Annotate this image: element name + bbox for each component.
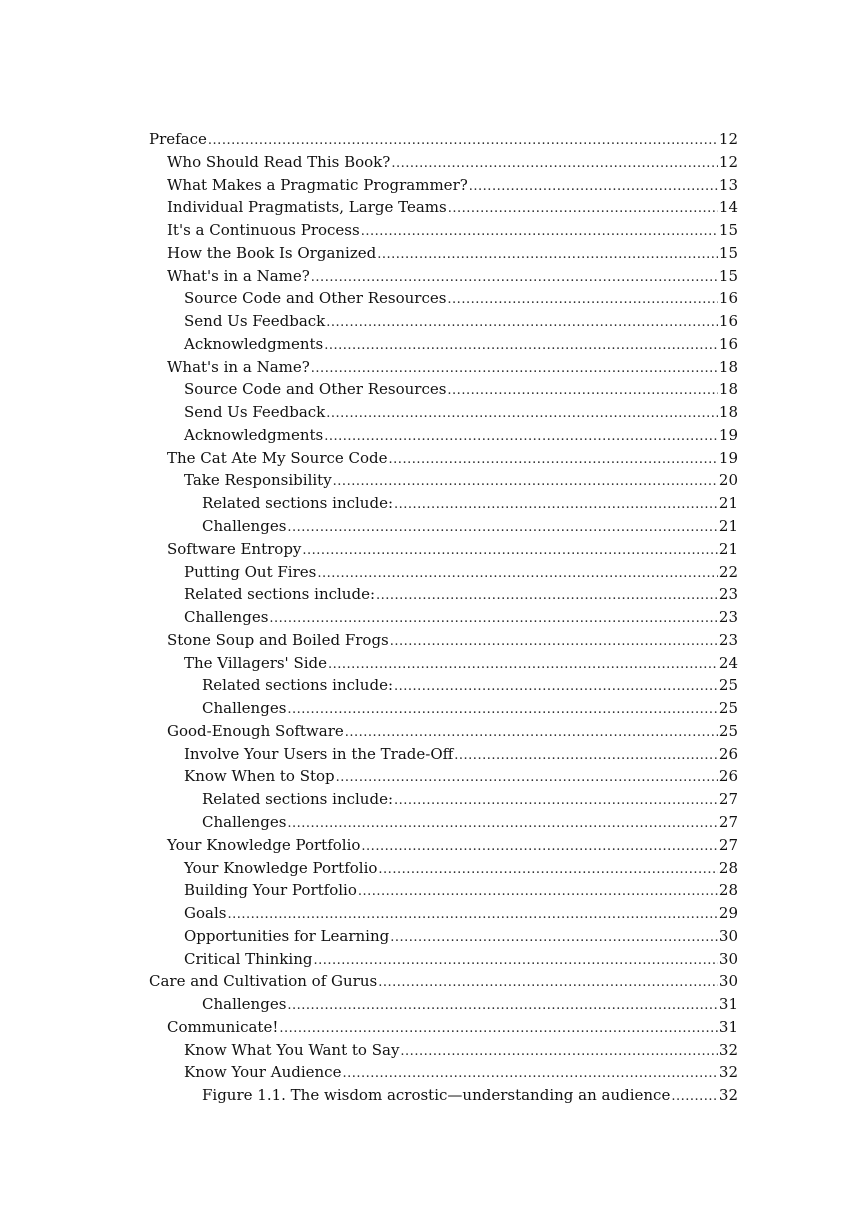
dot-leader: [361, 836, 717, 859]
dot-leader: [377, 244, 718, 267]
toc-entry-title: What Makes a Pragmatic Programmer?: [167, 175, 468, 194]
toc-entry[interactable]: [149, 469, 738, 492]
toc-entry-title: Acknowledgments: [184, 334, 324, 353]
dot-leader: [376, 585, 718, 608]
toc-entry[interactable]: [149, 515, 738, 538]
dot-leader: [313, 950, 717, 973]
toc-entry[interactable]: [149, 333, 738, 356]
toc-entry-title: Critical Thinking: [184, 949, 313, 968]
toc-entry-title: Related sections include:: [202, 494, 393, 513]
toc-entry-page-number: 12: [718, 130, 738, 148]
toc-entry-page-number: 18: [718, 380, 738, 399]
dot-leader: [279, 1018, 718, 1041]
toc-entry-title: How the Book Is Organized: [167, 243, 377, 262]
toc-entry[interactable]: [149, 561, 738, 584]
toc-entry-title: Challenges: [202, 995, 287, 1014]
toc-entry-page-number: 19: [718, 425, 738, 444]
toc-entry-page-number: 29: [718, 904, 738, 923]
toc-entry-title: Related sections include:: [184, 585, 375, 604]
toc-entry-title: Stone Soup and Boiled Frogs: [167, 630, 389, 649]
dot-leader: [287, 517, 718, 540]
dot-leader: [671, 1086, 718, 1109]
dot-leader: [345, 722, 718, 745]
toc-entry-title: Acknowledgments: [184, 425, 324, 444]
dot-leader: [287, 699, 718, 722]
toc-entry[interactable]: [149, 128, 738, 151]
toc-entry[interactable]: [149, 310, 738, 333]
toc-entry[interactable]: [149, 174, 738, 197]
toc-entry-page-number: 28: [718, 858, 738, 877]
dot-leader: [287, 813, 718, 836]
dot-leader: [390, 927, 718, 950]
toc-entry-page-number: 31: [718, 1017, 738, 1036]
dot-leader: [326, 403, 718, 426]
toc-entry-title: Preface: [149, 130, 207, 148]
toc-entry[interactable]: [149, 401, 738, 424]
toc-entry-page-number: 15: [718, 221, 738, 240]
dot-leader: [328, 654, 718, 677]
toc-entry-page-number: 25: [718, 699, 738, 718]
toc-entry-title: What's in a Name?: [167, 357, 310, 376]
dot-leader: [333, 471, 718, 494]
toc-entry[interactable]: [149, 424, 738, 447]
dot-leader: [342, 1063, 717, 1086]
toc-entry[interactable]: [149, 1084, 738, 1107]
dot-leader: [394, 676, 718, 699]
toc-entry-title: Source Code and Other Resources: [184, 380, 447, 399]
toc-entry-page-number: 32: [718, 1063, 738, 1082]
toc-entry-page-number: 16: [718, 334, 738, 353]
toc-entry[interactable]: [149, 765, 738, 788]
toc-entry[interactable]: [149, 1016, 738, 1039]
toc-entry-title: Good-Enough Software: [167, 721, 344, 740]
toc-entry[interactable]: [149, 879, 738, 902]
toc-entry-title: Source Code and Other Resources: [184, 289, 447, 308]
toc-entry[interactable]: [149, 857, 738, 880]
toc-entry-title: Know What You Want to Say: [184, 1040, 400, 1059]
toc-entry[interactable]: [149, 447, 738, 470]
toc-entry-title: Involve Your Users in the Trade-Off: [184, 744, 454, 763]
toc-entry-page-number: 23: [718, 630, 738, 649]
dot-leader: [302, 540, 718, 563]
toc-entry[interactable]: [149, 652, 738, 675]
toc-entry-title: Who Should Read This Book?: [167, 152, 391, 171]
dot-leader: [317, 563, 718, 586]
toc-entry[interactable]: [149, 287, 738, 310]
toc-entry[interactable]: [149, 1061, 738, 1084]
toc-entry-page-number: 12: [718, 152, 738, 171]
toc-entry-title: Your Knowledge Portfolio: [167, 835, 361, 854]
toc-entry-page-number: 19: [718, 448, 738, 467]
toc-entry-page-number: 23: [718, 585, 738, 604]
toc-entry-page-number: 24: [718, 653, 738, 672]
dot-leader: [208, 130, 718, 153]
toc-entry-page-number: 27: [718, 835, 738, 854]
toc-entry-page-number: 18: [718, 357, 738, 376]
toc-entry[interactable]: [149, 583, 738, 606]
toc-entry-title: Take Responsibility: [184, 471, 332, 490]
toc-entry-page-number: 22: [718, 562, 738, 581]
toc-entry-title: Send Us Feedback: [184, 312, 326, 331]
toc-entry-title: What's in a Name?: [167, 266, 310, 285]
toc-entry-title: Challenges: [184, 608, 269, 627]
dot-leader: [324, 335, 718, 358]
toc-entry-title: It's a Continuous Process: [167, 221, 360, 240]
toc-entry-page-number: 15: [718, 266, 738, 285]
toc-entry-page-number: 28: [718, 881, 738, 900]
dot-leader: [394, 494, 718, 517]
toc-entry[interactable]: [149, 834, 738, 857]
toc-entry[interactable]: [149, 151, 738, 174]
toc-entry-page-number: 31: [718, 995, 738, 1014]
toc-entry-page-number: 15: [718, 243, 738, 262]
toc-entry[interactable]: [149, 606, 738, 629]
toc-entry[interactable]: [149, 970, 738, 993]
toc-entry-title: Know Your Audience: [184, 1063, 342, 1082]
toc-entry[interactable]: [149, 811, 738, 834]
toc-entry-page-number: 32: [718, 1040, 738, 1059]
dot-leader: [311, 267, 718, 290]
toc-entry[interactable]: [149, 1039, 738, 1062]
toc-entry-title: The Villagers' Side: [184, 653, 328, 672]
toc-entry[interactable]: [149, 902, 738, 925]
dot-leader: [448, 198, 718, 221]
toc-entry-page-number: 13: [718, 175, 738, 194]
toc-entry-title: Send Us Feedback: [184, 403, 326, 422]
toc-entry[interactable]: [149, 948, 738, 971]
toc-entry-title: Challenges: [202, 812, 287, 831]
toc-entry-title: Individual Pragmatists, Large Teams: [167, 198, 447, 217]
toc-entry[interactable]: [149, 629, 738, 652]
toc-entry-page-number: 30: [718, 972, 738, 991]
toc-entry-page-number: 18: [718, 403, 738, 422]
toc-entry-title: Your Knowledge Portfolio: [184, 858, 378, 877]
dot-leader: [287, 995, 718, 1018]
toc-entry-title: Care and Cultivation of Gurus: [149, 972, 378, 991]
toc-entry-title: The Cat Ate My Source Code: [167, 448, 388, 467]
dot-leader: [324, 426, 718, 449]
toc-entry[interactable]: [149, 697, 738, 720]
toc-entry-page-number: 21: [718, 517, 738, 536]
toc-entry-title: Opportunities for Learning: [184, 926, 390, 945]
toc-entry-title: Related sections include:: [202, 676, 393, 695]
toc-entry[interactable]: [149, 196, 738, 219]
toc-entry-page-number: 30: [718, 949, 738, 968]
dot-leader: [454, 745, 718, 768]
toc-entry-page-number: 16: [718, 289, 738, 308]
dot-leader: [394, 790, 718, 813]
toc-entry-page-number: 23: [718, 608, 738, 627]
toc-entry-title: Challenges: [202, 517, 287, 536]
toc-entry-page-number: 20: [718, 471, 738, 490]
toc-entry-page-number: 26: [718, 767, 738, 786]
dot-leader: [326, 312, 718, 335]
toc-entry-page-number: 21: [718, 494, 738, 513]
toc-entry-page-number: 25: [718, 721, 738, 740]
dot-leader: [361, 221, 718, 244]
toc-entry-title: Communicate!: [167, 1017, 279, 1036]
toc-entry[interactable]: [149, 378, 738, 401]
toc-entry[interactable]: [149, 538, 738, 561]
toc-entry[interactable]: [149, 925, 738, 948]
dot-leader: [390, 631, 718, 654]
toc-entry-title: Building Your Portfolio: [184, 881, 357, 900]
dot-leader: [336, 767, 718, 790]
toc-entry-title: Challenges: [202, 699, 287, 718]
toc-entry[interactable]: [149, 356, 738, 379]
dot-leader: [358, 881, 718, 904]
toc-entry-page-number: 30: [718, 926, 738, 945]
dot-leader: [400, 1041, 717, 1064]
dot-leader: [447, 380, 717, 403]
toc-entry-page-number: 27: [718, 812, 738, 831]
toc-entry[interactable]: [149, 720, 738, 743]
dot-leader: [378, 859, 717, 882]
toc-entry[interactable]: [149, 492, 738, 515]
toc-entry-page-number: 25: [718, 676, 738, 695]
toc-entry-title: Know When to Stop: [184, 767, 335, 786]
dot-leader: [227, 904, 717, 927]
toc-entry-page-number: 32: [718, 1086, 738, 1105]
dot-leader: [378, 972, 718, 995]
toc-entry[interactable]: [149, 265, 738, 288]
dot-leader: [389, 449, 718, 472]
toc-entry-title: Related sections include:: [202, 790, 393, 809]
toc-entry-page-number: 21: [718, 539, 738, 558]
toc-entry-page-number: 27: [718, 790, 738, 809]
toc-entry-page-number: 16: [718, 312, 738, 331]
toc-entry[interactable]: [149, 743, 738, 766]
table-of-contents: [149, 128, 738, 1107]
toc-entry[interactable]: [149, 674, 738, 697]
toc-entry-title: Figure 1.1. The wisdom acrostic—understanding an audience: [202, 1086, 671, 1105]
dot-leader: [311, 358, 718, 381]
toc-entry[interactable]: [149, 242, 738, 265]
toc-entry-page-number: 14: [718, 198, 738, 217]
toc-entry[interactable]: [149, 788, 738, 811]
toc-entry-title: Goals: [184, 904, 227, 923]
toc-entry-title: Software Entropy: [167, 539, 302, 558]
dot-leader: [469, 176, 718, 199]
toc-entry[interactable]: [149, 993, 738, 1016]
toc-entry[interactable]: [149, 219, 738, 242]
dot-leader: [447, 289, 717, 312]
toc-entry-title: Putting Out Fires: [184, 562, 317, 581]
dot-leader: [391, 153, 718, 176]
dot-leader: [269, 608, 718, 631]
toc-entry-page-number: 26: [718, 744, 738, 763]
